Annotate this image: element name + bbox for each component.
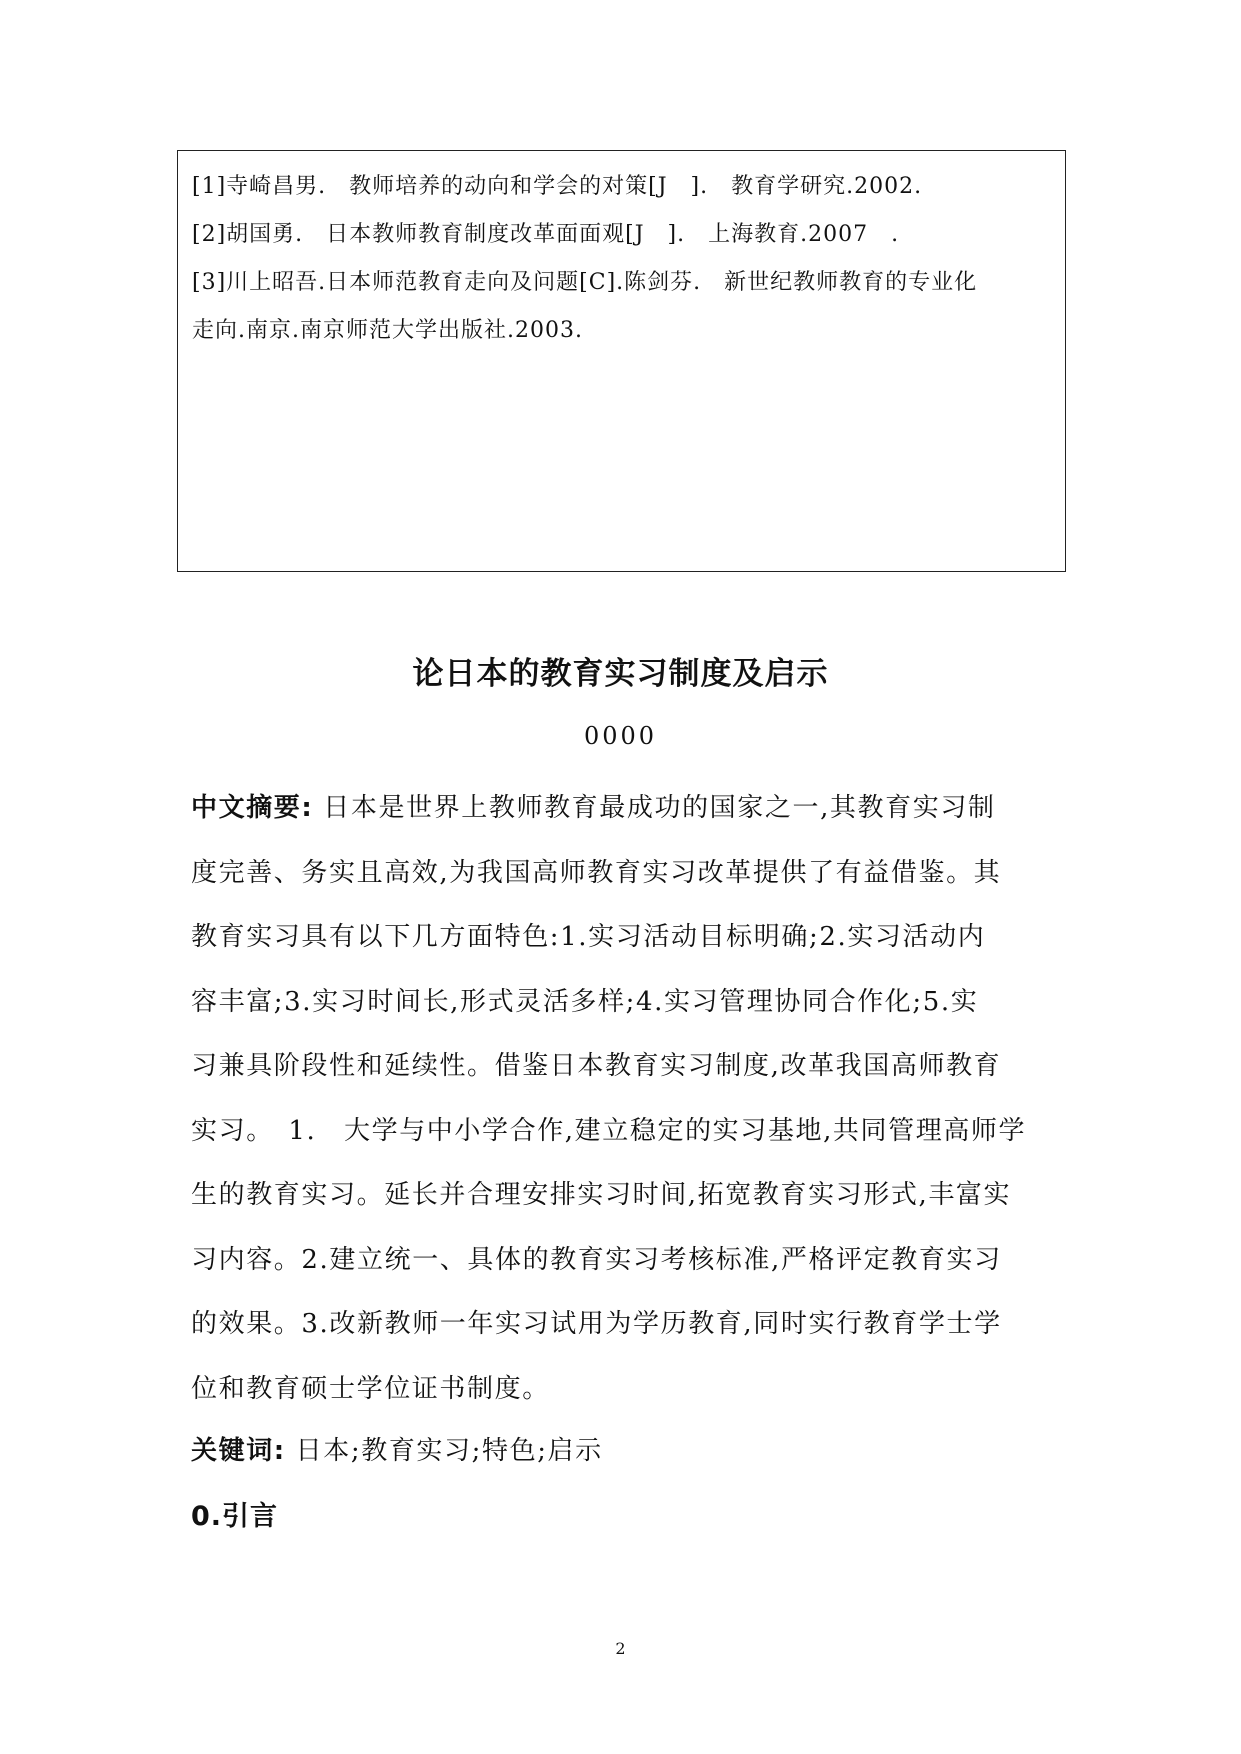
abstract-line: 实习。 1. 大学与中小学合作,建立稳定的实习基地,共同管理高师学: [191, 1115, 1027, 1146]
reference-item: [2]胡国勇. 日本教师教育制度改革面面观[J ]. 上海教育.2007 .: [192, 222, 900, 247]
keywords: [191, 1430, 603, 1467]
abstract-line: 教育实习具有以下几方面特色:1.实习活动目标明确;2.实习活动内: [191, 922, 986, 952]
author: 0000: [583, 722, 658, 750]
section-heading: 0.引言: [191, 1501, 279, 1532]
reference-item: [3]川上昭吾.日本师范教育走向及问题[C].陈剑芬. 新世纪教师教育的专业化: [192, 270, 978, 295]
keywords-value: 日本;教育实习;特色;启示: [285, 1436, 603, 1466]
reference-item: 走向.南京.南京师范大学出版社.2003.: [192, 318, 583, 343]
reference-item: [1]寺崎昌男. 教师培养的动向和学会的对策[J ]. 教育学研究.2002.: [192, 174, 923, 199]
abstract-text: 日本是世界上教师教育最成功的国家之一,其教育实习制: [313, 793, 996, 823]
keywords-label: 关键词:: [191, 1436, 286, 1466]
abstract-line: [191, 776, 1061, 841]
abstract-line: 的效果。3.改新教师一年实习试用为学历教育,同时实行教育学士学: [191, 1309, 1002, 1339]
abstract-line: 习兼具阶段性和延续性。借鉴日本教育实习制度,改革我国高师教育: [191, 1051, 1002, 1081]
abstract: [191, 776, 1061, 1421]
abstract-label: 中文摘要:: [191, 793, 314, 823]
abstract-line: 习内容。2.建立统一、具体的教育实习考核标准,严格评定教育实习: [191, 1244, 1002, 1275]
page-number: 2: [615, 1639, 626, 1658]
abstract-line: 容丰富;3.实习时间长,形式灵活多样;4.实习管理协同合作化;5.实: [191, 986, 979, 1017]
paper-title: 论日本的教育实习制度及启示: [412, 656, 829, 692]
references-box: [177, 150, 1066, 572]
abstract-line: 位和教育硕士学位证书制度。: [191, 1373, 550, 1404]
abstract-line: 度完善、务实且高效,为我国高师教育实习改革提供了有益借鉴。其: [191, 857, 1002, 888]
abstract-line: 生的教育实习。延长并合理安排实习时间,拓宽教育实习形式,丰富实: [191, 1180, 1012, 1210]
